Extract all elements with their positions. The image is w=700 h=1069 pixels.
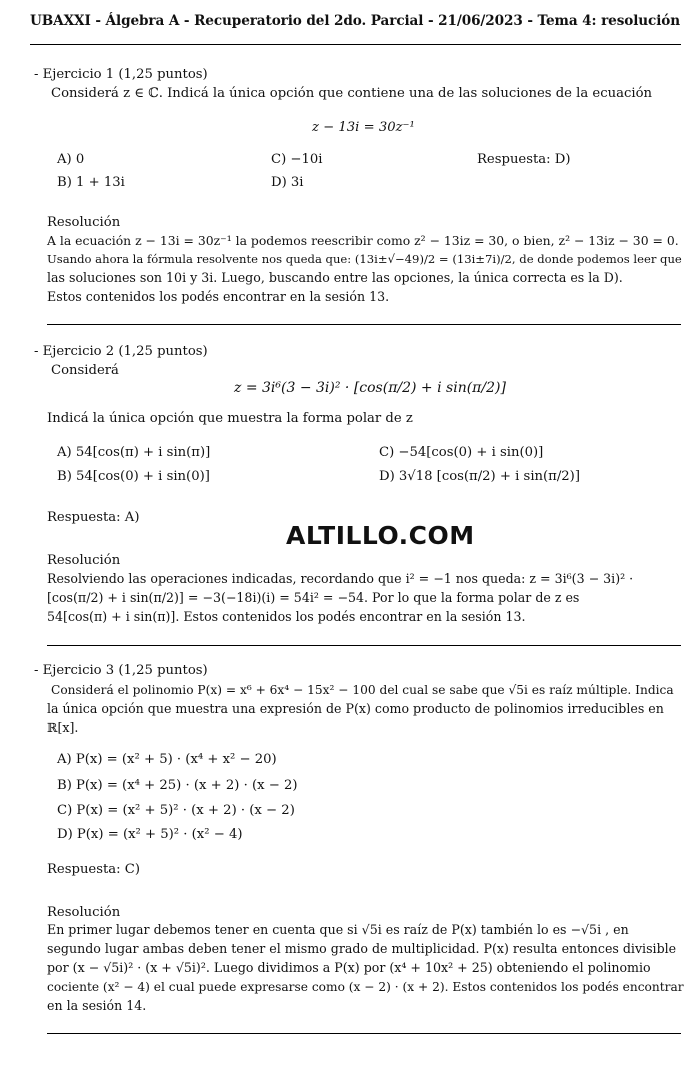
exercise-1-resolution-line-2: Usando ahora la fórmula resolvente nos queda que: (13i±√−49)/2 = (13i±7i)/2, de donde podemos leer que <box>47 252 682 266</box>
exercise-3-resolution-line-4: cociente (x² − 4) el cual puede expresarse como (x − 2) · (x + 2). Estos contenidos los podés encontrar <box>47 980 684 994</box>
exercise-1-statement: Considerá z ∈ ℂ. Indicá la única opción que contiene una de las soluciones de la ecuación <box>51 86 653 101</box>
exercise-2-divider <box>47 645 681 646</box>
exercise-3-statement-line-1: Considerá el polinomio P(x) = x⁶ + 6x⁴ − 15x² − 100 del cual se sabe que √5i es raíz múltiple. Indica <box>51 683 674 697</box>
header-divider <box>30 44 681 45</box>
exercise-3-heading: - Ejercicio 3 (1,25 puntos) <box>34 663 208 678</box>
exercise-2-statement: Indicá la única opción que muestra la forma polar de z <box>47 411 413 426</box>
exercise-3-option-d: D) P(x) = (x² + 5)² · (x² − 4) <box>57 827 243 842</box>
exercise-3-resolution-line-1: En primer lugar debemos tener en cuenta que si √5i es raíz de P(x) también lo es −√5i , en <box>47 922 629 937</box>
exercise-3-option-c: C) P(x) = (x² + 5)² · (x + 2) · (x − 2) <box>57 803 295 818</box>
exercise-1-option-c: C) −10i <box>271 152 323 167</box>
exercise-2-resolution-line-3: 54[cos(π) + i sin(π)]. Estos contenidos los podés encontrar en la sesión 13. <box>47 609 526 624</box>
exercise-2-intro: Considerá <box>51 363 119 378</box>
exercise-1-divider <box>47 324 681 325</box>
exercise-3-resolution-line-2: segundo lugar ambas deben tener el mismo grado de multiplicidad. P(x) resulta entonces divisible <box>47 941 677 956</box>
altillo-watermark: ALTILLO.COM <box>286 521 475 550</box>
exercise-2-option-c: C) −54[cos(0) + i sin(0)] <box>379 445 544 460</box>
exercise-2-resolution-line-1: Resolviendo las operaciones indicadas, recordando que i² = −1 nos queda: z = 3i⁶(3 − 3i)² · <box>47 571 634 586</box>
exercise-3-divider <box>47 1033 681 1034</box>
exercise-1-heading: - Ejercicio 1 (1,25 puntos) <box>34 67 208 82</box>
exercise-1-resolution-line-3: las soluciones son 10i y 3i. Luego, buscando entre las opciones, la única correcta es la D). <box>47 270 623 285</box>
page-title: UBAXXI - Álgebra A - Recuperatorio del 2do. Parcial - 21/06/2023 - Tema 4: resolución <box>30 13 681 29</box>
exercise-1-option-a: A) 0 <box>57 152 85 167</box>
exercise-3-statement-line-3: ℝ[x]. <box>47 720 79 735</box>
exercise-2-option-a: A) 54[cos(π) + i sin(π)] <box>57 445 211 460</box>
exercise-3-answer: Respuesta: C) <box>47 862 141 877</box>
exercise-2-answer: Respuesta: A) <box>47 510 140 525</box>
exercise-3-statement-line-2: la única opción que muestra una expresión de P(x) como producto de polinomios irreducibles en <box>47 701 664 716</box>
exercise-1-option-b: B) 1 + 13i <box>57 175 125 190</box>
exercise-1-answer: Respuesta: D) <box>477 152 571 167</box>
exercise-2-resolution-line-2: [cos(π/2) + i sin(π/2)] = −3(−18i)(i) = 54i² = −54. Por lo que la forma polar de z es <box>47 590 580 605</box>
exercise-3-resolution-line-3: por (x − √5i)² · (x + √5i)². Luego dividimos a P(x) por (x⁴ + 10x² + 25) obteniendo el polinomio <box>47 960 651 975</box>
exercise-3-resolution-title: Resolución <box>47 905 121 920</box>
exercise-2-option-d: D) 3√18 [cos(π/2) + i sin(π/2)] <box>379 469 580 484</box>
exercise-1-equation: z − 13i = 30z⁻¹ <box>312 120 415 135</box>
exercise-1-resolution-title: Resolución <box>47 215 121 230</box>
exercise-3-resolution-line-5: en la sesión 14. <box>47 998 147 1013</box>
exercise-2-resolution-title: Resolución <box>47 553 121 568</box>
exercise-3-option-b: B) P(x) = (x⁴ + 25) · (x + 2) · (x − 2) <box>57 778 298 793</box>
exercise-2-heading: - Ejercicio 2 (1,25 puntos) <box>34 344 208 359</box>
exercise-2-equation: z = 3i⁶(3 − 3i)² · [cos(π/2) + i sin(π/2)] <box>234 380 506 396</box>
exercise-2-option-b: B) 54[cos(0) + i sin(0)] <box>57 469 210 484</box>
exercise-1-resolution-line-1: A la ecuación z − 13i = 30z⁻¹ la podemos reescribir como z² − 13iz = 30, o bien, z² − 13iz − 30 = 0. <box>47 233 679 248</box>
exercise-1-resolution-line-4: Estos contenidos los podés encontrar en la sesión 13. <box>47 289 390 304</box>
exercise-3-option-a: A) P(x) = (x² + 5) · (x⁴ + x² − 20) <box>57 752 277 767</box>
exercise-1-option-d: D) 3i <box>271 175 304 190</box>
